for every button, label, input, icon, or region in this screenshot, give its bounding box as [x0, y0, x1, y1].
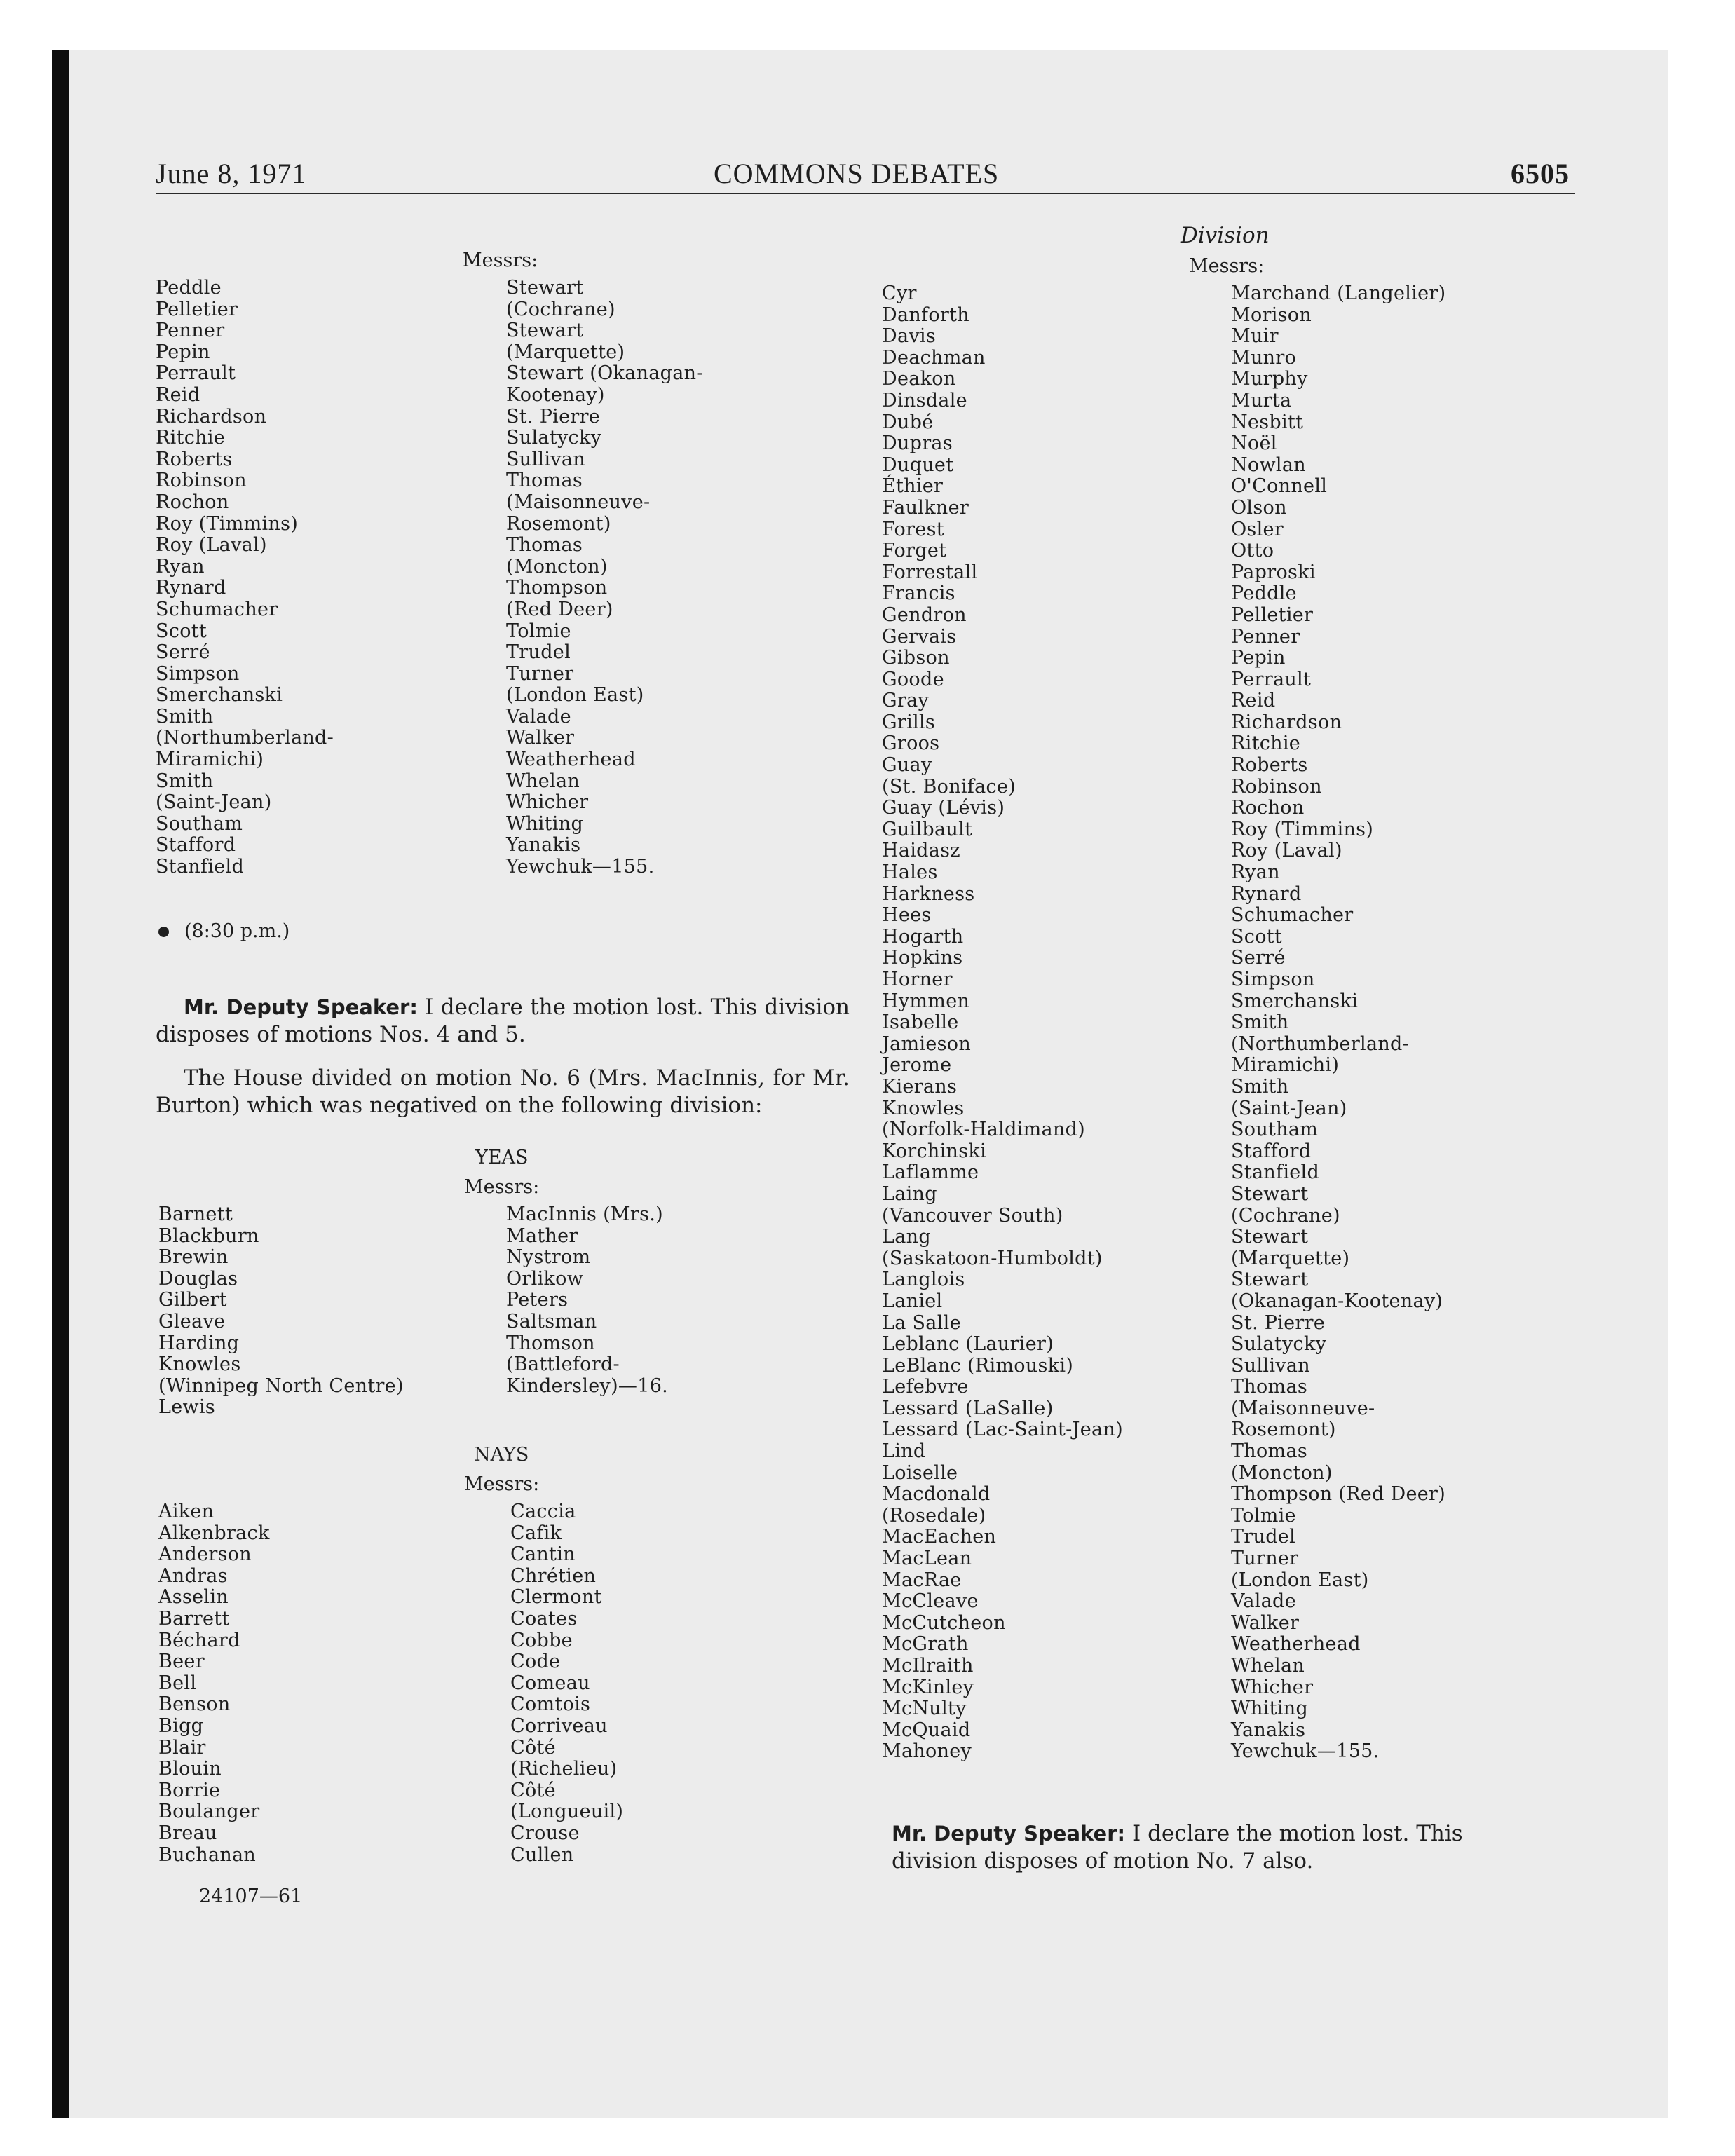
list-item: Laflamme: [882, 1161, 979, 1184]
list-item: Cafik: [510, 1522, 562, 1544]
right-name-list-a: [882, 283, 1123, 1763]
list-item: Yewchuk—155.: [506, 856, 655, 878]
list-item: Douglas: [158, 1267, 238, 1290]
list-item: Peddle: [156, 277, 222, 299]
list-item: Stewart: [1231, 1269, 1309, 1291]
left-name-list-a: [156, 278, 334, 878]
list-item: (Maisonneuve-: [1231, 1397, 1375, 1419]
list-item: Walker: [1231, 1611, 1300, 1634]
list-item: Dubé: [882, 411, 934, 433]
list-item: Macdonald: [882, 1483, 991, 1506]
list-item: Ryan: [1231, 861, 1280, 884]
list-item: Duquet: [882, 453, 954, 476]
list-item: Anderson: [158, 1543, 252, 1566]
list-item: Olson: [1231, 496, 1287, 519]
list-item: (Vancouver South): [882, 1204, 1063, 1227]
list-item: Dinsdale: [882, 389, 967, 411]
list-item: Munro: [1231, 346, 1297, 369]
list-item: Whiting: [1231, 1698, 1309, 1720]
list-item: Weatherhead: [1231, 1633, 1361, 1656]
list-item: Guay (Lévis): [882, 797, 1005, 819]
list-item: (Richelieu): [510, 1758, 618, 1780]
list-item: Boulanger: [158, 1801, 260, 1823]
list-item: Roy (Laval): [1231, 840, 1342, 862]
list-item: Barrett: [158, 1607, 230, 1630]
list-item: Gervais: [882, 625, 957, 648]
list-item: Gibson: [882, 647, 950, 669]
list-item: Francis: [882, 582, 955, 605]
list-item: (Northumberland-: [156, 727, 334, 749]
list-item: Yanakis: [506, 834, 581, 857]
list-item: Knowles: [882, 1097, 965, 1119]
list-item: Crouse: [510, 1822, 580, 1844]
list-item: Gleave: [158, 1310, 226, 1332]
list-item: Mather: [506, 1224, 578, 1247]
list-item: Caccia: [510, 1501, 576, 1522]
list-item: (London East): [506, 684, 644, 707]
page-date: June 8, 1971: [156, 158, 307, 189]
list-item: Gendron: [882, 603, 967, 626]
list-item: (Saint-Jean): [156, 791, 272, 814]
list-item: Valade: [506, 705, 571, 728]
list-item: (Red Deer): [506, 598, 613, 620]
list-item: McIlraith: [882, 1655, 974, 1677]
list-item: Gray: [882, 690, 930, 712]
list-item: Miramichi): [1231, 1054, 1340, 1077]
list-item: Forget: [882, 540, 947, 562]
list-item: Rynard: [1231, 882, 1302, 905]
list-item: Robinson: [1231, 775, 1322, 798]
list-item: Simpson: [156, 662, 240, 685]
page-number: 6505: [1511, 158, 1570, 189]
list-item: Trudel: [1231, 1526, 1296, 1548]
list-item: Smith: [1231, 1075, 1289, 1098]
list-item: Southam: [156, 812, 243, 835]
list-item: Grills: [882, 711, 936, 733]
nays-messrs-label: Messrs:: [464, 1473, 540, 1495]
list-item: Korchinski: [882, 1140, 986, 1162]
list-item: McKinley: [882, 1676, 974, 1698]
yeas-messrs-label: Messrs:: [464, 1176, 540, 1198]
list-item: O'Connell: [1231, 475, 1328, 498]
list-item: Faulkner: [882, 496, 969, 519]
list-item: Forest: [882, 518, 944, 540]
list-item: Danforth: [882, 303, 969, 326]
yeas-heading: YEAS: [475, 1147, 529, 1168]
list-item: Forrestall: [882, 561, 978, 583]
list-item: Roberts: [156, 448, 233, 470]
list-item: Serré: [1231, 947, 1286, 969]
bullet-icon: [158, 927, 169, 937]
list-item: Blair: [158, 1736, 206, 1759]
list-item: Robinson: [156, 470, 247, 492]
list-item: Groos: [882, 732, 940, 755]
list-item: Gilbert: [158, 1289, 227, 1311]
division-heading: Division: [1181, 223, 1270, 248]
speaker-statement-2: [892, 1820, 1463, 1875]
list-item: MacRae: [882, 1569, 962, 1591]
speaker-statement-1: [156, 994, 850, 1049]
list-item: Jamieson: [882, 1032, 972, 1055]
list-item: Penner: [156, 320, 225, 342]
list-item: Cyr: [882, 282, 917, 304]
list-item: Roberts: [1231, 754, 1308, 777]
list-item: Guay: [882, 754, 932, 777]
list-item: Goode: [882, 668, 944, 690]
list-item: (Marquette): [506, 341, 625, 363]
list-item: Hales: [882, 861, 938, 884]
list-item: Benson: [158, 1693, 231, 1716]
list-item: Smerchanski: [156, 684, 283, 707]
list-item: Ritchie: [1231, 732, 1301, 755]
list-item: Laniel: [882, 1290, 943, 1312]
list-item: Whicher: [506, 791, 589, 814]
list-item: Deachman: [882, 346, 986, 369]
list-item: Smith: [1231, 1011, 1289, 1034]
list-item: Saltsman: [506, 1310, 597, 1332]
list-item: Andras: [158, 1564, 228, 1587]
list-item: Leblanc (Laurier): [882, 1333, 1054, 1356]
list-item: Thomson: [506, 1332, 595, 1354]
list-item: Pelletier: [156, 298, 238, 320]
left-messrs-label: Messrs:: [463, 250, 538, 271]
list-item: (Moncton): [506, 555, 608, 578]
list-item: Marchand (Langelier): [1231, 282, 1446, 304]
list-item: (Cochrane): [506, 298, 615, 320]
list-item: Yanakis: [1231, 1719, 1306, 1741]
list-item: McCutcheon: [882, 1611, 1006, 1634]
list-item: Asselin: [158, 1586, 229, 1609]
list-item: Tolmie: [1231, 1504, 1296, 1527]
list-item: Alkenbrack: [158, 1522, 270, 1544]
list-item: Breau: [158, 1822, 217, 1844]
list-item: Miramichi): [156, 749, 264, 771]
list-item: Reid: [156, 383, 200, 406]
list-item: St. Pierre: [506, 405, 601, 428]
list-item: (Cochrane): [1231, 1204, 1340, 1227]
list-item: Sullivan: [506, 448, 585, 470]
list-item: Kindersley)—16.: [506, 1374, 669, 1397]
list-item: Schumacher: [156, 598, 278, 620]
list-item: Hees: [882, 904, 932, 927]
list-item: Coates: [510, 1607, 578, 1630]
list-item: Lessard (LaSalle): [882, 1397, 1054, 1419]
scan-binding-edge: [52, 50, 69, 2118]
speaker-text-2-line2: division disposes of motion No. 7 also.: [892, 1848, 1314, 1874]
list-item: Rosemont): [506, 512, 611, 535]
list-item: Ryan: [156, 555, 205, 578]
list-item: Lewis: [158, 1396, 216, 1419]
list-item: Trudel: [506, 641, 571, 664]
list-item: Comeau: [510, 1672, 590, 1694]
list-item: Borrie: [158, 1779, 221, 1801]
list-item: Peddle: [1231, 582, 1297, 605]
list-item: Serré: [156, 641, 210, 664]
list-item: Nowlan: [1231, 453, 1306, 476]
list-item: Côté: [510, 1736, 556, 1759]
list-item: Whelan: [1231, 1655, 1305, 1677]
list-item: St. Pierre: [1231, 1311, 1326, 1334]
list-item: Thomas: [1231, 1440, 1308, 1463]
time-note: [158, 920, 290, 942]
list-item: Rochon: [156, 491, 229, 513]
nays-list-b: [510, 1501, 623, 1866]
list-item: Stafford: [156, 834, 236, 857]
list-item: Smith: [156, 705, 214, 728]
list-item: Comtois: [510, 1693, 591, 1716]
page-title: COMMONS DEBATES: [714, 158, 1000, 189]
list-item: Haidasz: [882, 840, 960, 862]
list-item: Noël: [1231, 432, 1277, 455]
list-item: Thompson (Red Deer): [1231, 1483, 1446, 1506]
time-note-text: (8:30 p.m.): [184, 920, 290, 942]
list-item: Nesbitt: [1231, 411, 1304, 433]
list-item: Thomas: [1231, 1376, 1308, 1398]
list-item: Lefebvre: [882, 1376, 969, 1398]
list-item: Yewchuk—155.: [1231, 1740, 1380, 1763]
list-item: Davis: [882, 325, 936, 348]
list-item: Peters: [506, 1289, 569, 1311]
list-item: Blackburn: [158, 1224, 259, 1247]
list-item: Thomas: [506, 534, 583, 557]
list-item: Rochon: [1231, 797, 1305, 819]
list-item: Roy (Timmins): [1231, 818, 1374, 840]
list-item: Stanfield: [156, 856, 245, 878]
list-item: Pelletier: [1231, 603, 1314, 626]
list-item: Sulatycky: [1231, 1333, 1327, 1356]
list-item: (Longueuil): [510, 1801, 624, 1823]
list-item: Weatherhead: [506, 749, 636, 771]
list-item: Sullivan: [1231, 1354, 1310, 1377]
list-item: (Saint-Jean): [1231, 1097, 1347, 1119]
list-item: Ritchie: [156, 427, 226, 449]
list-item: Smith: [156, 770, 214, 792]
list-item: Turner: [1231, 1548, 1299, 1570]
list-item: Blouin: [158, 1758, 222, 1780]
list-item: Lind: [882, 1440, 926, 1463]
left-name-list-b: [506, 278, 703, 878]
list-item: Schumacher: [1231, 904, 1354, 927]
list-item: (Saskatoon-Humboldt): [882, 1247, 1103, 1269]
list-item: Jerome: [882, 1054, 952, 1077]
list-item: Harkness: [882, 882, 975, 905]
list-item: Reid: [1231, 690, 1276, 712]
list-item: Pepin: [156, 341, 210, 363]
list-item: McQuaid: [882, 1719, 971, 1741]
list-item: Clermont: [510, 1586, 602, 1609]
list-item: Barnett: [158, 1203, 233, 1225]
list-item: Pepin: [1231, 647, 1286, 669]
list-item: (Battleford-: [506, 1353, 620, 1376]
list-item: Valade: [1231, 1590, 1296, 1613]
list-item: Horner: [882, 969, 953, 990]
list-item: Nystrom: [506, 1246, 591, 1269]
list-item: Knowles: [158, 1353, 241, 1376]
list-item: Lessard (Lac-Saint-Jean): [882, 1419, 1123, 1441]
list-item: Simpson: [1231, 969, 1315, 990]
list-item: Beer: [158, 1651, 205, 1673]
list-item: Scott: [156, 620, 207, 642]
list-item: Southam: [1231, 1119, 1319, 1141]
yeas-list-b: [506, 1204, 668, 1397]
list-item: Laing: [882, 1182, 937, 1205]
list-item: Harding: [158, 1332, 240, 1354]
list-item: (Marquette): [1231, 1247, 1350, 1269]
list-item: MacInnis (Mrs.): [506, 1203, 663, 1225]
list-item: Turner: [506, 662, 574, 685]
list-item: Richardson: [156, 405, 267, 428]
list-item: (Rosedale): [882, 1504, 986, 1527]
list-item: Walker: [506, 727, 575, 749]
list-item: Kierans: [882, 1075, 958, 1098]
nays-heading: NAYS: [474, 1444, 529, 1466]
list-item: Muir: [1231, 325, 1279, 348]
list-item: Isabelle: [882, 1011, 959, 1034]
list-item: Langlois: [882, 1269, 965, 1291]
list-item: Lang: [882, 1226, 931, 1248]
list-item: Code: [510, 1651, 561, 1673]
right-name-list-b: [1231, 283, 1445, 1763]
list-item: Stewart (Okanagan-: [506, 362, 703, 385]
list-item: Rosemont): [1231, 1419, 1336, 1441]
list-item: Mahoney: [882, 1740, 972, 1763]
list-item: Whiting: [506, 812, 584, 835]
list-item: (Northumberland-: [1231, 1032, 1410, 1055]
list-item: Hogarth: [882, 925, 964, 948]
speaker-text-1: I declare the motion lost. This division disposes of motions Nos. 4 and 5.: [156, 995, 850, 1047]
list-item: (Okanagan-Kootenay): [1231, 1290, 1443, 1312]
list-item: Paproski: [1231, 561, 1316, 583]
speaker-text-2-line1: I declare the motion lost. This: [1131, 1821, 1463, 1846]
list-item: Tolmie: [506, 620, 571, 642]
list-item: Stewart: [506, 277, 584, 299]
list-item: Richardson: [1231, 711, 1342, 733]
list-item: Éthier: [882, 475, 944, 498]
list-item: Scott: [1231, 925, 1283, 948]
list-item: Thompson: [506, 577, 608, 599]
list-item: (Maisonneuve-: [506, 491, 651, 513]
list-item: (St. Boniface): [882, 775, 1016, 798]
list-item: Cobbe: [510, 1629, 573, 1651]
list-item: Côté: [510, 1779, 556, 1801]
list-item: Perrault: [1231, 668, 1312, 690]
list-item: Penner: [1231, 625, 1300, 648]
list-item: Hopkins: [882, 947, 963, 969]
list-item: Otto: [1231, 540, 1274, 562]
list-item: Dupras: [882, 432, 953, 455]
footer-code: 24107—61: [199, 1885, 303, 1907]
list-item: Stewart: [1231, 1182, 1309, 1205]
list-item: La Salle: [882, 1311, 961, 1334]
list-item: Stewart: [506, 320, 584, 342]
list-item: Smerchanski: [1231, 990, 1359, 1012]
list-item: Cantin: [510, 1543, 576, 1566]
list-item: (London East): [1231, 1569, 1369, 1591]
division-intro: The House divided on motion No. 6 (Mrs. MacInnis, for Mr. Burton) which was negatived on the following division:: [156, 1065, 850, 1118]
list-item: Thomas: [506, 470, 583, 492]
list-item: McNulty: [882, 1698, 967, 1720]
list-item: (Winnipeg North Centre): [158, 1374, 404, 1397]
yeas-list-a: [158, 1204, 404, 1419]
speaker-name-2: Mr. Deputy Speaker:: [892, 1822, 1126, 1845]
list-item: Béchard: [158, 1629, 240, 1651]
list-item: Morison: [1231, 303, 1312, 326]
header-rule: [156, 193, 1575, 194]
list-item: Rynard: [156, 577, 226, 599]
list-item: Guilbault: [882, 818, 973, 840]
list-item: Cullen: [510, 1843, 574, 1866]
list-item: Orlikow: [506, 1267, 584, 1290]
list-item: Roy (Laval): [156, 534, 267, 557]
list-item: Corriveau: [510, 1714, 608, 1737]
list-item: MacEachen: [882, 1526, 997, 1548]
list-item: Whicher: [1231, 1676, 1314, 1698]
list-item: Kootenay): [506, 383, 605, 406]
list-item: Murphy: [1231, 368, 1308, 390]
list-item: MacLean: [882, 1548, 972, 1570]
list-item: McGrath: [882, 1633, 969, 1656]
list-item: Bigg: [158, 1714, 204, 1737]
list-item: Murta: [1231, 389, 1292, 411]
list-item: Buchanan: [158, 1843, 257, 1866]
list-item: (Moncton): [1231, 1461, 1333, 1484]
list-item: Perrault: [156, 362, 236, 385]
list-item: Brewin: [158, 1246, 229, 1269]
list-item: Stewart: [1231, 1226, 1309, 1248]
list-item: Sulatycky: [506, 427, 602, 449]
list-item: McCleave: [882, 1590, 979, 1613]
list-item: Stafford: [1231, 1140, 1312, 1162]
nays-list-a: [158, 1501, 270, 1866]
list-item: Stanfield: [1231, 1161, 1320, 1184]
list-item: Aiken: [158, 1501, 215, 1522]
list-item: (Norfolk-Haldimand): [882, 1119, 1086, 1141]
speaker-name-1: Mr. Deputy Speaker:: [184, 995, 418, 1019]
right-messrs-label: Messrs:: [1189, 255, 1265, 277]
list-item: Hymmen: [882, 990, 970, 1012]
list-item: Loiselle: [882, 1461, 958, 1484]
list-item: Deakon: [882, 368, 956, 390]
list-item: Whelan: [506, 770, 580, 792]
list-item: LeBlanc (Rimouski): [882, 1354, 1074, 1377]
list-item: Bell: [158, 1672, 197, 1694]
list-item: Osler: [1231, 518, 1284, 540]
list-item: Roy (Timmins): [156, 512, 299, 535]
list-item: Chrétien: [510, 1564, 597, 1587]
